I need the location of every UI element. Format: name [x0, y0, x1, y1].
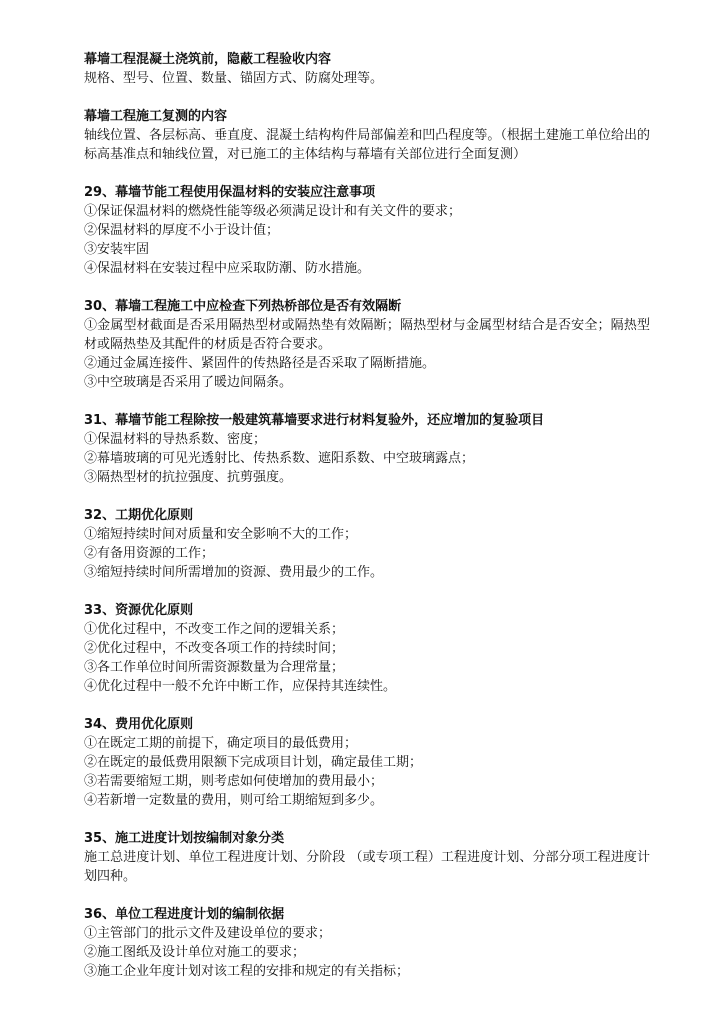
section-heading: 35、施工进度计划按编制对象分类 [84, 831, 285, 846]
section-line: ①在既定工期的前提下，确定项目的最低费用； [84, 736, 358, 751]
section-line: 规格、型号、位置、数量、锚固方式、防腐处理等。 [84, 71, 384, 86]
section-heading: 33、资源优化原则 [84, 603, 194, 618]
section-line: ③中空玻璃是否采用了暖边间隔条。 [84, 375, 293, 390]
section-29-insulation-installation [84, 183, 650, 278]
section-line: ①缩短持续时间对质量和安全影响不大的工作； [84, 527, 358, 542]
section-34-cost-optimization [84, 715, 650, 810]
section-line: 轴线位置、各层标高、垂直度、混凝土结构构件局部偏差和凹凸程度等。（根据土建施工单位给出的标高基准点和轴线位置，对已施工的主体结构与幕墙有关部位进行全面复测） [84, 128, 650, 162]
section-line: ②幕墙玻璃的可见光透射比、传热系数、遮阳系数、中空玻璃露点； [84, 451, 475, 466]
section-line: ④优化过程中一般不允许中断工作，应保持其连续性。 [84, 679, 397, 694]
section-line: ④若新增一定数量的费用，则可给工期缩短到多少。 [84, 793, 384, 808]
section-35-schedule-classification [84, 829, 650, 886]
section-30-thermal-bridge-check [84, 297, 650, 392]
section-line: ①金属型材截面是否采用隔热型材或隔热垫有效隔断；隔热型材与金属型材结合是否安全；隔热型材或隔热垫及其配件的材质是否符合要求。 [84, 318, 650, 352]
section-line: ③安装牢固 [84, 242, 150, 257]
section-line: 施工总进度计划、单位工程进度计划、分阶段 （或专项工程）工程进度计划、分部分项工程进度计划四种。 [84, 850, 650, 884]
section-heading: 32、工期优化原则 [84, 508, 194, 523]
section-36-schedule-basis [84, 905, 650, 981]
section-line: ①优化过程中，不改变工作之间的逻辑关系； [84, 622, 345, 637]
section-line: ③缩短持续时间所需增加的资源、费用最少的工作。 [84, 565, 384, 580]
section-concealed-works-acceptance [84, 50, 650, 88]
section-line: ②优化过程中，不改变各项工作的持续时间； [84, 641, 345, 656]
section-31-retest-items [84, 411, 650, 487]
section-line: ②保温材料的厚度不小于设计值； [84, 223, 280, 238]
section-line: ①保温材料的导热系数、密度； [84, 432, 267, 447]
section-line: ①主管部门的批示文件及建设单位的要求； [84, 926, 332, 941]
section-line: ②通过金属连接件、紧固件的传热路径是否采取了隔断措施。 [84, 356, 436, 371]
section-line: ④保温材料在安装过程中应采取防潮、防水措施。 [84, 261, 371, 276]
section-line: ③各工作单位时间所需资源数量为合理常量； [84, 660, 345, 675]
section-heading: 36、单位工程进度计划的编制依据 [84, 907, 285, 922]
section-line: ②有备用资源的工作； [84, 546, 215, 561]
section-construction-resurvey [84, 107, 650, 164]
section-line: ③隔热型材的抗拉强度、抗剪强度。 [84, 470, 293, 485]
document-page [84, 50, 650, 1000]
section-line: ②施工图纸及设计单位对施工的要求； [84, 945, 306, 960]
section-32-duration-optimization [84, 506, 650, 582]
section-heading: 30、幕墙工程施工中应检查下列热桥部位是否有效隔断 [84, 299, 402, 314]
section-heading: 34、费用优化原则 [84, 717, 194, 732]
section-heading: 幕墙工程施工复测的内容 [84, 109, 228, 124]
section-heading: 31、幕墙节能工程除按一般建筑幕墙要求进行材料复验外，还应增加的复验项目 [84, 413, 545, 428]
section-heading: 幕墙工程混凝土浇筑前，隐蔽工程验收内容 [84, 52, 332, 67]
section-33-resource-optimization [84, 601, 650, 696]
section-line: ③若需要缩短工期，则考虑如何使增加的费用最小； [84, 774, 384, 789]
section-line: ②在既定的最低费用限额下完成项目计划，确定最佳工期； [84, 755, 423, 770]
section-line: ①保证保温材料的燃烧性能等级必须满足设计和有关文件的要求； [84, 204, 462, 219]
section-line: ③施工企业年度计划对该工程的安排和规定的有关指标； [84, 964, 410, 979]
section-heading: 29、幕墙节能工程使用保温材料的安装应注意事项 [84, 185, 376, 200]
